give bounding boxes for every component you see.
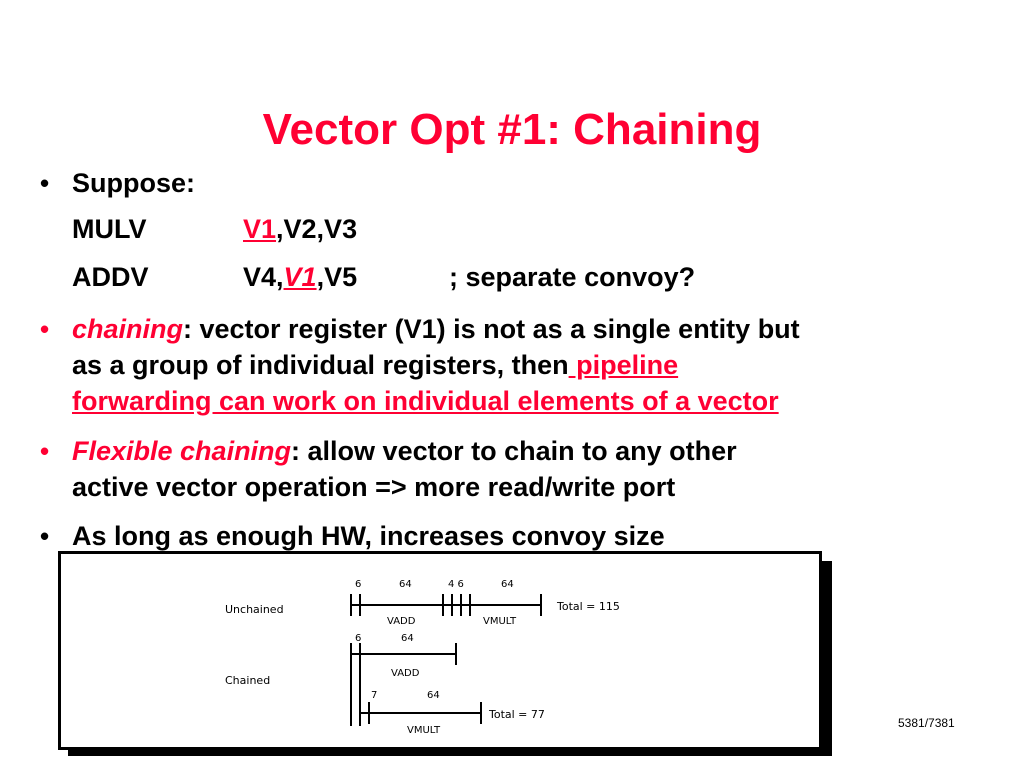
chained-r2-startup: 7 (371, 690, 378, 701)
timing-diagram-svg (61, 554, 819, 747)
timing-diagram (58, 551, 822, 750)
chained-total: Total = 77 (489, 708, 545, 721)
unchained-seg1-op: VADD (387, 616, 416, 627)
bullet-dot: • (40, 521, 50, 551)
bullet-dot: • (40, 436, 50, 466)
highlight-v1: V1 (243, 214, 277, 244)
slide-title: Vector Opt #1: Chaining (262, 105, 762, 154)
chained-r2-op: VMULT (407, 725, 441, 736)
bullet-chaining-line1: chaining: vector register (V1) is not as a single entity but (72, 314, 800, 344)
bullet-suppose: Suppose: (72, 168, 196, 198)
footer-course-number: 5381/7381 (898, 716, 955, 730)
label-unchained: Unchained (225, 603, 284, 616)
bullet-dot: • (40, 168, 50, 198)
chained-r1-startup: 6 (355, 633, 362, 644)
code-comment: ; separate convoy? (449, 262, 696, 292)
bullet-chaining-line3: forwarding can work on individual elements of a vector (72, 386, 779, 416)
code-args-mulv: V1,V2,V3 (243, 214, 358, 244)
unchained-seg1-length: 64 (399, 579, 412, 590)
unchained-total: Total = 115 (557, 600, 620, 613)
bullet-convoy-size: As long as enough HW, increases convoy size (72, 521, 665, 551)
code-op-mulv: MULV (72, 214, 147, 244)
unchained-seg2-op: VMULT (483, 616, 517, 627)
chained-r1-op: VADD (391, 668, 420, 679)
term-flexible-chaining: Flexible chaining (72, 436, 292, 466)
bullet-flexible-line2: active vector operation => more read/write port (72, 472, 676, 502)
highlight-v1: V1 (283, 262, 317, 292)
unchained-gap: 4 6 (448, 579, 464, 590)
code-line-addv (72, 259, 812, 295)
code-line-mulv (72, 211, 772, 247)
chained-r2-length: 64 (427, 690, 440, 701)
unchained-timeline (351, 594, 541, 616)
term-chaining: chaining (72, 314, 184, 344)
bullet-chaining-line2: as a group of individual registers, then pipeline (72, 350, 679, 380)
chained-timeline-1 (351, 643, 456, 665)
bullet-dot: • (40, 314, 50, 344)
chained-timeline-2 (351, 643, 481, 726)
unchained-seg2-length: 64 (501, 579, 514, 590)
code-args-addv: V4,V1,V5 (243, 262, 358, 292)
code-op-addv: ADDV (72, 262, 149, 292)
chained-r1-length: 64 (401, 633, 414, 644)
bullet-flexible-line1: Flexible chaining: allow vector to chain to any other (72, 436, 737, 466)
label-chained: Chained (225, 674, 271, 687)
unchained-seg1-startup: 6 (355, 579, 362, 590)
pipeline-forwarding-text: pipeline (568, 350, 679, 380)
